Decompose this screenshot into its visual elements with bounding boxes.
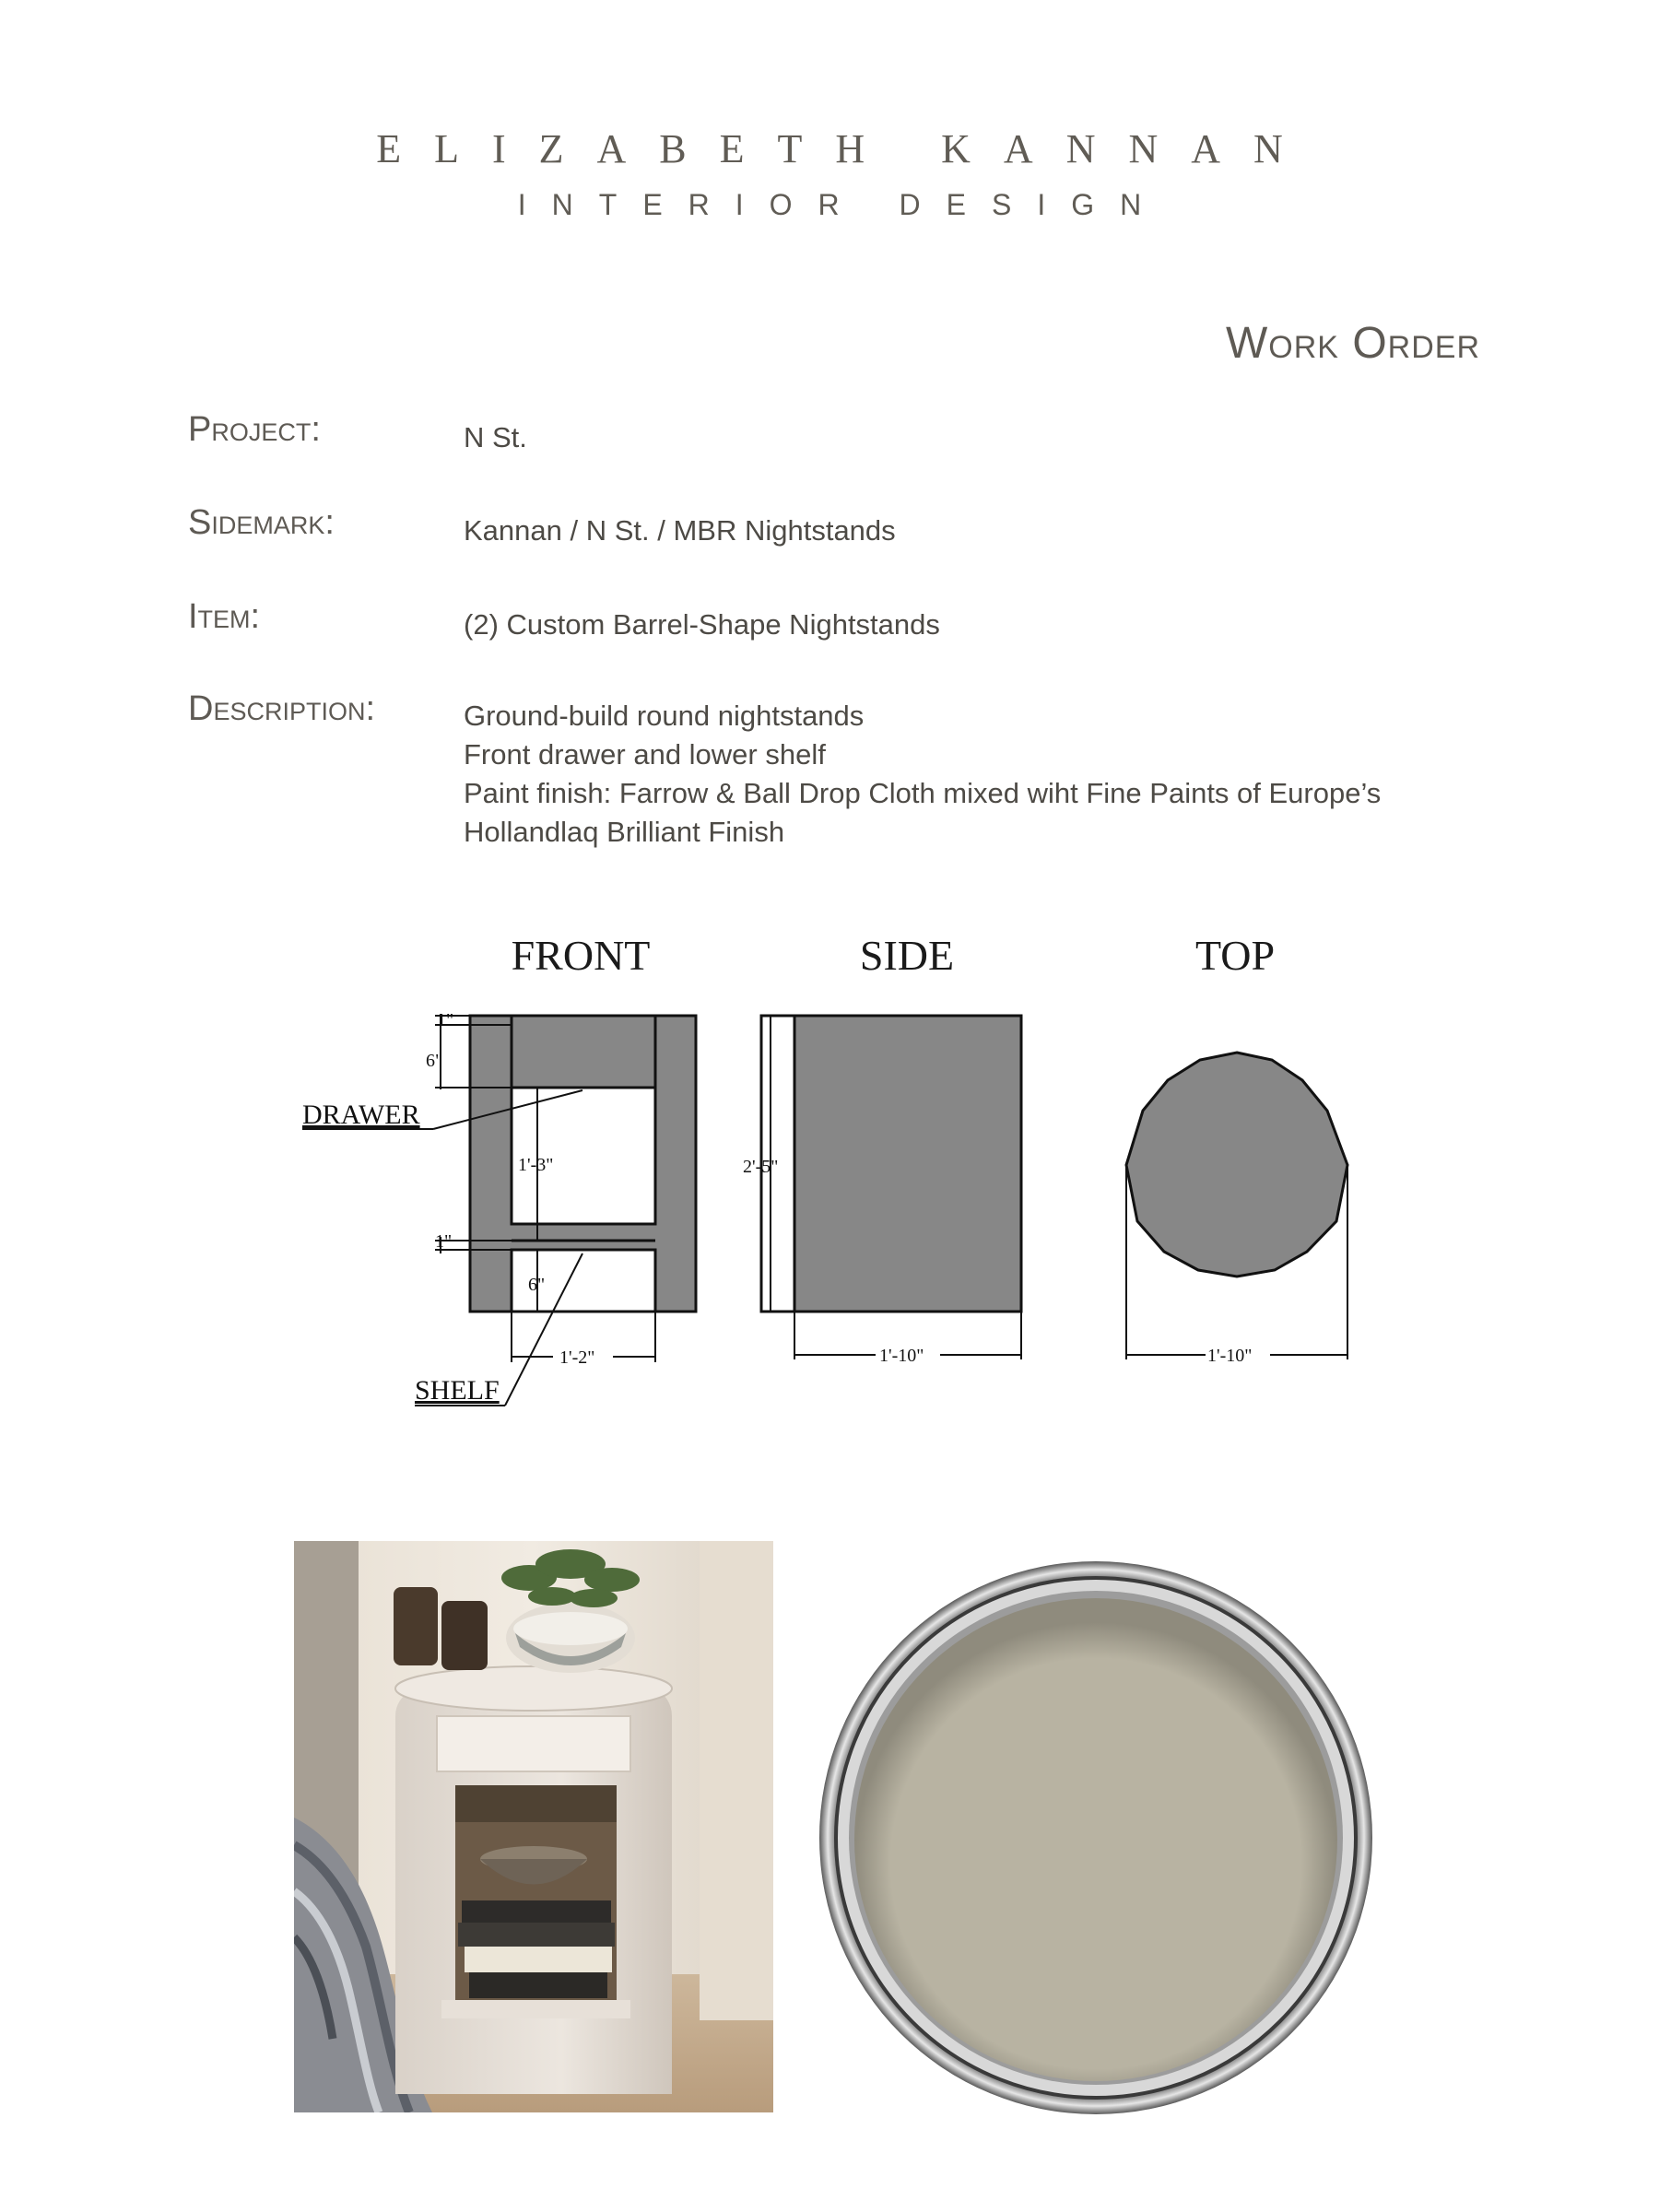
dim-shelf-thickness: 1" bbox=[435, 1231, 453, 1252]
front-view-title: FRONT bbox=[511, 932, 651, 979]
brand-name: ELIZABETH KANNAN bbox=[376, 126, 1316, 171]
dim-overall-height: 2'-5" bbox=[743, 1157, 779, 1177]
dim-top-diameter: 1'-10" bbox=[1207, 1346, 1253, 1366]
dim-drawer-height: 6" bbox=[426, 1051, 443, 1071]
project-label: Project: bbox=[188, 410, 321, 449]
dim-side-depth: 1'-10" bbox=[879, 1346, 924, 1366]
item-value: (2) Custom Barrel-Shape Nightstands bbox=[464, 608, 940, 641]
brand-subtitle: INTERIOR DESIGN bbox=[517, 188, 1168, 221]
side-view-title: SIDE bbox=[859, 932, 955, 979]
top-view-title: TOP bbox=[1194, 932, 1276, 979]
description-line: Hollandlaq Brilliant Finish bbox=[464, 816, 785, 848]
sidemark-label: Sidemark: bbox=[188, 503, 335, 542]
shelf-callout: SHELF bbox=[415, 1375, 500, 1406]
top-view bbox=[1126, 1053, 1347, 1359]
dim-opening-width: 1'-2" bbox=[559, 1347, 595, 1368]
document-title: Work Order bbox=[1226, 319, 1480, 368]
description-value bbox=[464, 697, 1381, 852]
project-value: N St. bbox=[464, 421, 527, 453]
description-line: Paint finish: Farrow & Ball Drop Cloth mixed wiht Fine Paints of Europe’s bbox=[464, 777, 1382, 809]
item-label: Item: bbox=[188, 597, 261, 636]
technical-drawing bbox=[0, 995, 1659, 1438]
description-label: Description: bbox=[188, 689, 376, 728]
side-body bbox=[794, 1016, 1021, 1312]
description-line: Ground-build round nightstands bbox=[464, 700, 865, 732]
drawer-callout: DRAWER bbox=[302, 1100, 420, 1130]
nightstand-photo bbox=[294, 1541, 773, 2112]
description-line: Front drawer and lower shelf bbox=[464, 738, 826, 771]
dim-top-panel: 1" bbox=[437, 1010, 454, 1030]
side-view bbox=[761, 1016, 1021, 1359]
dim-base-height: 6" bbox=[528, 1275, 546, 1295]
paint-can-swatch bbox=[816, 1558, 1376, 2118]
front-view bbox=[302, 1014, 696, 1406]
top-circle bbox=[1126, 1053, 1347, 1277]
dim-opening-height: 1'-3" bbox=[518, 1155, 554, 1175]
sidemark-value: Kannan / N St. / MBR Nightstands bbox=[464, 514, 896, 547]
